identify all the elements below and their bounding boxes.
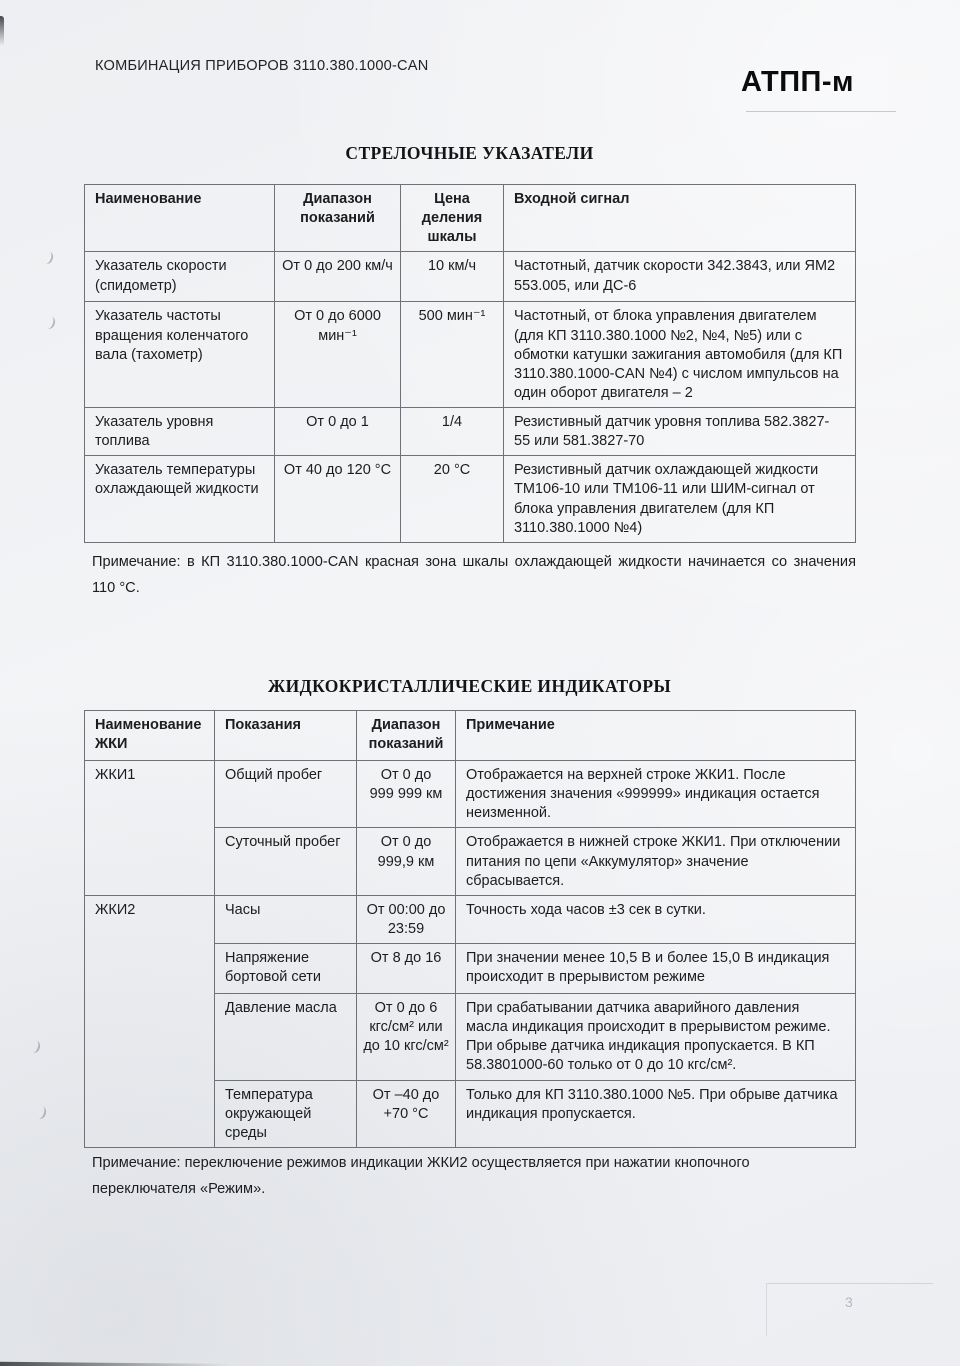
section2-note: Примечание: переключение режимов индикации ЖКИ2 осуществляется при нажатии кнопочного переключателя «Режим». [92, 1155, 750, 1197]
cell-reading: Часы [215, 895, 357, 943]
section2-title: ЖИДКОКРИСТАЛЛИЧЕСКИЕ ИНДИКАТОРЫ [267, 676, 672, 696]
table-row [85, 408, 856, 456]
cell-note: При срабатывании датчика аварийного давления масла индикация происходит в прерывистом режиме. При обрыве датчика индикация пропускается. В КП 58.3801000-60 только от 0 до 10 кгс/см². [456, 994, 856, 1081]
cell-range: От 0 до 6000 мин⁻¹ [275, 302, 401, 408]
cell-range: От 00:00 до 23:59 [357, 895, 456, 943]
cell-scale-division: 10 км/ч [401, 252, 504, 302]
atpp-m-logo: АТПП-м [741, 66, 855, 98]
cell-input-signal: Частотный, от блока управления двигателем (для КП 3110.380.1000 №2, №4, №5) или с обмотки катушки зажигания автомобиля (для КП 3110.380.1000-CAN №4) с числом импульсов на один оборот двигателя – 2 [504, 302, 856, 408]
cell-name: Указатель частоты вращения коленчатого вала (тахометр) [85, 302, 275, 408]
cell-range: От 0 до 1 [275, 408, 401, 456]
cell-note: Точность хода часов ±3 сек в сутки. [456, 895, 856, 943]
cell-range: От –40 до +70 °С [357, 1080, 456, 1147]
cell-name: Указатель скорости (спидометр) [85, 252, 275, 302]
scan-edge-smudge [0, 16, 4, 46]
cell-note: Отображается на верхней строке ЖКИ1. После достижения значения «999999» индикация остается неизменной. [456, 761, 856, 828]
pointer-indicators-table [84, 184, 856, 543]
cell-reading: Напряжение бортовой сети [215, 944, 357, 994]
scan-edge-smudge [0, 1360, 230, 1366]
cell-lcd-name: ЖКИ1 [85, 761, 215, 896]
table-row [85, 761, 856, 828]
cell-range: От 0 до 200 км/ч [275, 252, 401, 302]
table-row [85, 302, 856, 408]
document-header: КОМБИНАЦИЯ ПРИБОРОВ 3110.380.1000-CAN [95, 58, 429, 74]
cell-scale-division: 1/4 [401, 408, 504, 456]
cell-note: Только для КП 3110.380.1000 №5. При обрыве датчика индикация пропускается. [456, 1080, 856, 1147]
cell-reading: Давление масла [215, 994, 357, 1081]
column-header-lcd-name: Наименование ЖКИ [85, 711, 215, 761]
cell-reading: Температура окружающей среды [215, 1080, 357, 1147]
column-header-note: Примечание [456, 711, 856, 761]
cell-range: От 8 до 16 [357, 944, 456, 994]
cell-range: От 0 до 999 999 км [357, 761, 456, 828]
scan-artifact [42, 315, 56, 331]
cell-name: Указатель температуры охлаждающей жидкости [85, 456, 275, 543]
lcd-indicators-table [84, 710, 856, 1148]
cell-note: Отображается в нижней строке ЖКИ1. При отключении питания по цепи «Аккумулятор» значение сбрасывается. [456, 828, 856, 895]
cell-reading: Общий пробег [215, 761, 357, 828]
cell-note: При значении менее 10,5 В и более 15,0 В индикация происходит в прерывистом режиме [456, 944, 856, 994]
cell-lcd-name: ЖКИ2 [85, 895, 215, 1147]
column-header-input-signal: Входной сигнал [504, 185, 856, 252]
table-header-row [85, 711, 856, 761]
cell-name: Указатель уровня топлива [85, 408, 275, 456]
table-header-row [85, 185, 856, 252]
column-header-range: Диапазон показаний [357, 711, 456, 761]
cell-input-signal: Резистивный датчик охлаждающей жидкости ТМ106-10 или ТМ106-11 или ШИМ-сигнал от блока управления двигателем (для КП 3110.380.1000 №4) [504, 456, 856, 543]
scan-artifact [40, 250, 54, 266]
table-row [85, 252, 856, 302]
page-number: 3 [845, 1294, 853, 1310]
cell-input-signal: Частотный, датчик скорости 342.3843, или ЯМ2 553.005, или ДС-6 [504, 252, 856, 302]
logo-underline [746, 111, 896, 112]
cell-input-signal: Резистивный датчик уровня топлива 582.3827-55 или 581.3827-70 [504, 408, 856, 456]
section1-title: СТРЕЛОЧНЫЕ УКАЗАТЕЛИ [345, 143, 594, 163]
cell-scale-division: 20 °С [401, 456, 504, 543]
cell-range: От 0 до 999,9 км [357, 828, 456, 895]
table-row [85, 456, 856, 543]
scan-artifact [27, 1039, 41, 1055]
cell-range: От 40 до 120 °С [275, 456, 401, 543]
column-header-scale-division: Цена деления шкалы [401, 185, 504, 252]
column-header-range: Диапазон показаний [275, 185, 401, 252]
scan-artifact [33, 1105, 47, 1121]
cell-reading: Суточный пробег [215, 828, 357, 895]
cell-scale-division: 500 мин⁻¹ [401, 302, 504, 408]
table-row [85, 895, 856, 943]
section1-note: Примечание: в КП 3110.380.1000-CAN красная зона шкалы охлаждающей жидкости начинается со значения 110 °С. [92, 554, 856, 596]
column-header-name: Наименование [85, 185, 275, 252]
column-header-readings: Показания [215, 711, 357, 761]
cell-range: От 0 до 6 кгс/см² или до 10 кгс/см² [357, 994, 456, 1081]
